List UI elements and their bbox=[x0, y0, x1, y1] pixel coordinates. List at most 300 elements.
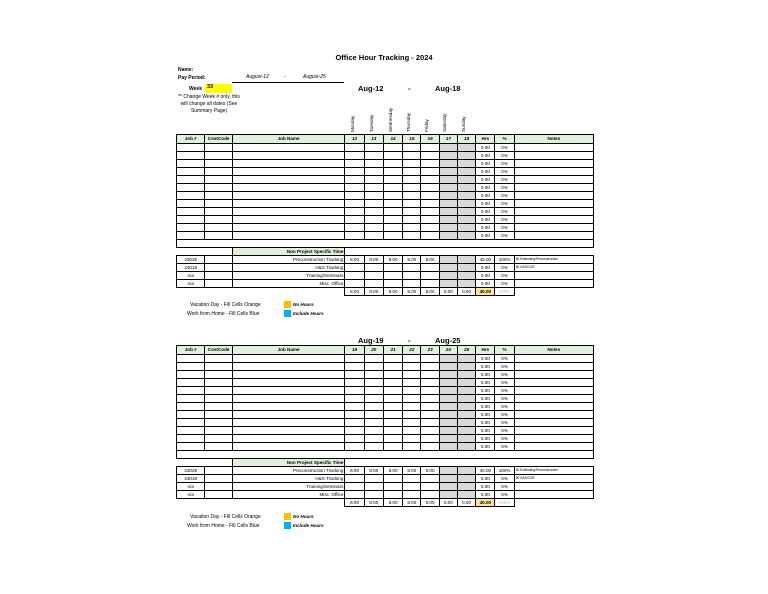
day-hours-cell[interactable] bbox=[383, 354, 402, 362]
notes-cell[interactable] bbox=[514, 394, 593, 402]
costcode-cell[interactable] bbox=[205, 370, 232, 378]
job-cell[interactable] bbox=[177, 427, 205, 435]
nps-note[interactable] bbox=[514, 280, 593, 288]
job-cell[interactable] bbox=[177, 191, 205, 199]
jobname-cell[interactable] bbox=[232, 159, 345, 167]
costcode-cell[interactable] bbox=[205, 159, 232, 167]
day-hours-cell[interactable] bbox=[364, 216, 383, 224]
job-cell[interactable] bbox=[177, 183, 205, 191]
day-hours-cell[interactable] bbox=[383, 378, 402, 386]
day-hours-cell[interactable] bbox=[421, 394, 439, 402]
day-hours-cell[interactable] bbox=[345, 216, 364, 224]
day-hours-cell[interactable] bbox=[383, 443, 402, 451]
day-hours-cell[interactable] bbox=[383, 410, 402, 418]
day-hours-cell[interactable] bbox=[439, 418, 457, 426]
day-hours-cell[interactable] bbox=[383, 386, 402, 394]
nps-day-hours[interactable] bbox=[345, 483, 364, 491]
job-cell[interactable] bbox=[177, 167, 205, 175]
nps-day-hours[interactable]: 8.00 bbox=[345, 467, 364, 475]
job-cell[interactable] bbox=[177, 402, 205, 410]
job-cell[interactable] bbox=[177, 159, 205, 167]
nps-costcode[interactable] bbox=[205, 467, 232, 475]
day-hours-cell[interactable] bbox=[421, 402, 439, 410]
job-cell[interactable] bbox=[177, 207, 205, 215]
costcode-cell[interactable] bbox=[205, 435, 232, 443]
day-hours-cell[interactable] bbox=[439, 354, 457, 362]
job-cell[interactable] bbox=[177, 378, 205, 386]
day-hours-cell[interactable] bbox=[403, 232, 421, 240]
day-hours-cell[interactable] bbox=[364, 435, 383, 443]
day-hours-cell[interactable] bbox=[345, 378, 364, 386]
notes-cell[interactable] bbox=[514, 362, 593, 370]
day-hours-cell[interactable] bbox=[421, 386, 439, 394]
costcode-cell[interactable] bbox=[205, 232, 232, 240]
day-hours-cell[interactable] bbox=[403, 370, 421, 378]
day-hours-cell[interactable] bbox=[345, 207, 364, 215]
costcode-cell[interactable] bbox=[205, 207, 232, 215]
day-hours-cell[interactable] bbox=[421, 378, 439, 386]
day-hours-cell[interactable] bbox=[457, 159, 475, 167]
day-hours-cell[interactable] bbox=[383, 183, 402, 191]
day-hours-cell[interactable] bbox=[383, 418, 402, 426]
day-hours-cell[interactable] bbox=[439, 378, 457, 386]
nps-note[interactable]: 80 H&S/COR bbox=[514, 475, 593, 483]
nps-day-hours[interactable] bbox=[345, 475, 364, 483]
nps-day-hours[interactable] bbox=[439, 475, 457, 483]
day-hours-cell[interactable] bbox=[364, 362, 383, 370]
day-hours-cell[interactable] bbox=[403, 418, 421, 426]
nps-day-hours[interactable] bbox=[364, 491, 383, 499]
day-hours-cell[interactable] bbox=[403, 362, 421, 370]
nps-day-hours[interactable] bbox=[364, 264, 383, 272]
nps-day-hours[interactable] bbox=[457, 467, 475, 475]
job-cell[interactable] bbox=[177, 443, 205, 451]
day-hours-cell[interactable] bbox=[457, 362, 475, 370]
jobname-cell[interactable] bbox=[232, 427, 345, 435]
day-hours-cell[interactable] bbox=[383, 175, 402, 183]
day-hours-cell[interactable] bbox=[403, 159, 421, 167]
day-hours-cell[interactable] bbox=[421, 167, 439, 175]
day-hours-cell[interactable] bbox=[403, 207, 421, 215]
day-hours-cell[interactable] bbox=[383, 224, 402, 232]
nps-day-hours[interactable] bbox=[403, 264, 421, 272]
notes-cell[interactable] bbox=[514, 175, 593, 183]
costcode-cell[interactable] bbox=[205, 362, 232, 370]
notes-cell[interactable] bbox=[514, 191, 593, 199]
jobname-cell[interactable] bbox=[232, 362, 345, 370]
day-hours-cell[interactable] bbox=[421, 183, 439, 191]
day-hours-cell[interactable] bbox=[439, 175, 457, 183]
costcode-cell[interactable] bbox=[205, 402, 232, 410]
jobname-cell[interactable] bbox=[232, 386, 345, 394]
notes-cell[interactable] bbox=[514, 199, 593, 207]
day-hours-cell[interactable] bbox=[403, 216, 421, 224]
day-hours-cell[interactable] bbox=[345, 435, 364, 443]
day-hours-cell[interactable] bbox=[345, 386, 364, 394]
day-hours-cell[interactable] bbox=[364, 175, 383, 183]
notes-cell[interactable] bbox=[514, 418, 593, 426]
jobname-cell[interactable] bbox=[232, 199, 345, 207]
day-hours-cell[interactable] bbox=[421, 410, 439, 418]
job-cell[interactable] bbox=[177, 394, 205, 402]
day-hours-cell[interactable] bbox=[403, 167, 421, 175]
day-hours-cell[interactable] bbox=[457, 370, 475, 378]
day-hours-cell[interactable] bbox=[439, 216, 457, 224]
notes-cell[interactable] bbox=[514, 354, 593, 362]
nps-day-hours[interactable] bbox=[345, 272, 364, 280]
job-cell[interactable] bbox=[177, 199, 205, 207]
nps-day-hours[interactable] bbox=[457, 475, 475, 483]
day-hours-cell[interactable] bbox=[345, 410, 364, 418]
costcode-cell[interactable] bbox=[205, 386, 232, 394]
week-number-input[interactable]: 33 bbox=[205, 84, 232, 93]
nps-costcode[interactable] bbox=[205, 491, 232, 499]
day-hours-cell[interactable] bbox=[364, 402, 383, 410]
nps-costcode[interactable] bbox=[205, 483, 232, 491]
nps-day-hours[interactable] bbox=[421, 475, 439, 483]
nps-day-hours[interactable] bbox=[403, 272, 421, 280]
day-hours-cell[interactable] bbox=[364, 199, 383, 207]
costcode-cell[interactable] bbox=[205, 183, 232, 191]
day-hours-cell[interactable] bbox=[439, 443, 457, 451]
day-hours-cell[interactable] bbox=[364, 378, 383, 386]
day-hours-cell[interactable] bbox=[403, 378, 421, 386]
nps-day-hours[interactable] bbox=[421, 483, 439, 491]
nps-day-hours[interactable] bbox=[345, 280, 364, 288]
nps-day-hours[interactable] bbox=[457, 256, 475, 264]
day-hours-cell[interactable] bbox=[457, 151, 475, 159]
day-hours-cell[interactable] bbox=[364, 418, 383, 426]
day-hours-cell[interactable] bbox=[403, 427, 421, 435]
nps-costcode[interactable] bbox=[205, 264, 232, 272]
day-hours-cell[interactable] bbox=[345, 159, 364, 167]
day-hours-cell[interactable] bbox=[383, 394, 402, 402]
nps-note[interactable] bbox=[514, 272, 593, 280]
day-hours-cell[interactable] bbox=[383, 216, 402, 224]
jobname-cell[interactable] bbox=[232, 435, 345, 443]
day-hours-cell[interactable] bbox=[364, 394, 383, 402]
costcode-cell[interactable] bbox=[205, 443, 232, 451]
day-hours-cell[interactable] bbox=[383, 427, 402, 435]
jobname-cell[interactable] bbox=[232, 216, 345, 224]
nps-note[interactable]: 80 Estimating/Preconstruction bbox=[514, 467, 593, 475]
day-hours-cell[interactable] bbox=[383, 435, 402, 443]
nps-day-hours[interactable] bbox=[439, 264, 457, 272]
nps-day-hours[interactable] bbox=[383, 475, 402, 483]
day-hours-cell[interactable] bbox=[403, 443, 421, 451]
day-hours-cell[interactable] bbox=[364, 410, 383, 418]
day-hours-cell[interactable] bbox=[457, 402, 475, 410]
day-hours-cell[interactable] bbox=[383, 167, 402, 175]
costcode-cell[interactable] bbox=[205, 191, 232, 199]
day-hours-cell[interactable] bbox=[364, 232, 383, 240]
notes-cell[interactable] bbox=[514, 443, 593, 451]
notes-cell[interactable] bbox=[514, 378, 593, 386]
jobname-cell[interactable] bbox=[232, 207, 345, 215]
day-hours-cell[interactable] bbox=[403, 183, 421, 191]
day-hours-cell[interactable] bbox=[364, 151, 383, 159]
jobname-cell[interactable] bbox=[232, 418, 345, 426]
day-hours-cell[interactable] bbox=[364, 159, 383, 167]
day-hours-cell[interactable] bbox=[403, 435, 421, 443]
nps-day-hours[interactable] bbox=[421, 272, 439, 280]
day-hours-cell[interactable] bbox=[421, 427, 439, 435]
day-hours-cell[interactable] bbox=[421, 224, 439, 232]
nps-day-hours[interactable] bbox=[457, 264, 475, 272]
jobname-cell[interactable] bbox=[232, 394, 345, 402]
day-hours-cell[interactable] bbox=[345, 232, 364, 240]
day-hours-cell[interactable] bbox=[383, 199, 402, 207]
jobname-cell[interactable] bbox=[232, 370, 345, 378]
day-hours-cell[interactable] bbox=[345, 354, 364, 362]
nps-day-hours[interactable] bbox=[439, 467, 457, 475]
day-hours-cell[interactable] bbox=[457, 435, 475, 443]
day-hours-cell[interactable] bbox=[345, 143, 364, 151]
nps-day-hours[interactable] bbox=[383, 280, 402, 288]
day-hours-cell[interactable] bbox=[364, 386, 383, 394]
jobname-cell[interactable] bbox=[232, 191, 345, 199]
job-cell[interactable] bbox=[177, 143, 205, 151]
nps-day-hours[interactable]: 8.00 bbox=[403, 467, 421, 475]
nps-costcode[interactable] bbox=[205, 256, 232, 264]
day-hours-cell[interactable] bbox=[439, 159, 457, 167]
nps-day-hours[interactable] bbox=[457, 280, 475, 288]
day-hours-cell[interactable] bbox=[439, 427, 457, 435]
notes-cell[interactable] bbox=[514, 232, 593, 240]
day-hours-cell[interactable] bbox=[345, 175, 364, 183]
day-hours-cell[interactable] bbox=[383, 207, 402, 215]
notes-cell[interactable] bbox=[514, 410, 593, 418]
notes-cell[interactable] bbox=[514, 216, 593, 224]
day-hours-cell[interactable] bbox=[421, 370, 439, 378]
nps-day-hours[interactable]: 8.00 bbox=[383, 467, 402, 475]
nps-day-hours[interactable] bbox=[345, 264, 364, 272]
notes-cell[interactable] bbox=[514, 427, 593, 435]
nps-day-hours[interactable] bbox=[364, 280, 383, 288]
costcode-cell[interactable] bbox=[205, 216, 232, 224]
day-hours-cell[interactable] bbox=[439, 191, 457, 199]
day-hours-cell[interactable] bbox=[457, 175, 475, 183]
pay-period-start[interactable]: August-12 bbox=[246, 74, 269, 80]
day-hours-cell[interactable] bbox=[421, 435, 439, 443]
jobname-cell[interactable] bbox=[232, 183, 345, 191]
job-cell[interactable] bbox=[177, 435, 205, 443]
day-hours-cell[interactable] bbox=[364, 443, 383, 451]
day-hours-cell[interactable] bbox=[457, 183, 475, 191]
day-hours-cell[interactable] bbox=[421, 418, 439, 426]
nps-day-hours[interactable] bbox=[403, 475, 421, 483]
jobname-cell[interactable] bbox=[232, 443, 345, 451]
day-hours-cell[interactable] bbox=[457, 232, 475, 240]
nps-day-hours[interactable] bbox=[364, 483, 383, 491]
day-hours-cell[interactable] bbox=[439, 167, 457, 175]
costcode-cell[interactable] bbox=[205, 354, 232, 362]
jobname-cell[interactable] bbox=[232, 143, 345, 151]
nps-day-hours[interactable] bbox=[364, 475, 383, 483]
day-hours-cell[interactable] bbox=[403, 199, 421, 207]
day-hours-cell[interactable] bbox=[439, 232, 457, 240]
jobname-cell[interactable] bbox=[232, 402, 345, 410]
notes-cell[interactable] bbox=[514, 159, 593, 167]
jobname-cell[interactable] bbox=[232, 354, 345, 362]
day-hours-cell[interactable] bbox=[457, 199, 475, 207]
job-cell[interactable] bbox=[177, 418, 205, 426]
job-cell[interactable] bbox=[177, 410, 205, 418]
notes-cell[interactable] bbox=[514, 143, 593, 151]
nps-day-hours[interactable] bbox=[457, 272, 475, 280]
costcode-cell[interactable] bbox=[205, 410, 232, 418]
day-hours-cell[interactable] bbox=[421, 362, 439, 370]
jobname-cell[interactable] bbox=[232, 224, 345, 232]
nps-note[interactable]: 80 H&S/COR bbox=[514, 264, 593, 272]
day-hours-cell[interactable] bbox=[439, 402, 457, 410]
nps-costcode[interactable] bbox=[205, 280, 232, 288]
day-hours-cell[interactable] bbox=[345, 402, 364, 410]
job-cell[interactable] bbox=[177, 175, 205, 183]
notes-cell[interactable] bbox=[514, 183, 593, 191]
jobname-cell[interactable] bbox=[232, 378, 345, 386]
day-hours-cell[interactable] bbox=[421, 443, 439, 451]
day-hours-cell[interactable] bbox=[383, 159, 402, 167]
job-cell[interactable] bbox=[177, 354, 205, 362]
day-hours-cell[interactable] bbox=[457, 410, 475, 418]
day-hours-cell[interactable] bbox=[345, 199, 364, 207]
day-hours-cell[interactable] bbox=[439, 362, 457, 370]
notes-cell[interactable] bbox=[514, 167, 593, 175]
day-hours-cell[interactable] bbox=[457, 443, 475, 451]
costcode-cell[interactable] bbox=[205, 418, 232, 426]
notes-cell[interactable] bbox=[514, 386, 593, 394]
day-hours-cell[interactable] bbox=[403, 143, 421, 151]
day-hours-cell[interactable] bbox=[421, 159, 439, 167]
day-hours-cell[interactable] bbox=[457, 191, 475, 199]
day-hours-cell[interactable] bbox=[439, 394, 457, 402]
day-hours-cell[interactable] bbox=[457, 216, 475, 224]
day-hours-cell[interactable] bbox=[383, 370, 402, 378]
jobname-cell[interactable] bbox=[232, 410, 345, 418]
day-hours-cell[interactable] bbox=[403, 151, 421, 159]
day-hours-cell[interactable] bbox=[421, 216, 439, 224]
nps-note[interactable]: 80 Estimating/Preconstruction bbox=[514, 256, 593, 264]
day-hours-cell[interactable] bbox=[345, 151, 364, 159]
nps-day-hours[interactable]: 8.00 bbox=[403, 256, 421, 264]
nps-day-hours[interactable] bbox=[439, 256, 457, 264]
day-hours-cell[interactable] bbox=[383, 362, 402, 370]
day-hours-cell[interactable] bbox=[439, 143, 457, 151]
costcode-cell[interactable] bbox=[205, 394, 232, 402]
day-hours-cell[interactable] bbox=[457, 143, 475, 151]
nps-day-hours[interactable] bbox=[403, 280, 421, 288]
nps-day-hours[interactable] bbox=[383, 272, 402, 280]
day-hours-cell[interactable] bbox=[383, 232, 402, 240]
notes-cell[interactable] bbox=[514, 151, 593, 159]
nps-costcode[interactable] bbox=[205, 475, 232, 483]
nps-day-hours[interactable] bbox=[439, 491, 457, 499]
nps-day-hours[interactable] bbox=[421, 491, 439, 499]
day-hours-cell[interactable] bbox=[345, 224, 364, 232]
day-hours-cell[interactable] bbox=[457, 224, 475, 232]
jobname-cell[interactable] bbox=[232, 151, 345, 159]
job-cell[interactable] bbox=[177, 386, 205, 394]
notes-cell[interactable] bbox=[514, 207, 593, 215]
job-cell[interactable] bbox=[177, 362, 205, 370]
day-hours-cell[interactable] bbox=[439, 386, 457, 394]
day-hours-cell[interactable] bbox=[439, 224, 457, 232]
costcode-cell[interactable] bbox=[205, 175, 232, 183]
day-hours-cell[interactable] bbox=[345, 443, 364, 451]
nps-day-hours[interactable] bbox=[383, 491, 402, 499]
job-cell[interactable] bbox=[177, 370, 205, 378]
day-hours-cell[interactable] bbox=[383, 402, 402, 410]
day-hours-cell[interactable] bbox=[345, 183, 364, 191]
nps-day-hours[interactable] bbox=[439, 483, 457, 491]
notes-cell[interactable] bbox=[514, 435, 593, 443]
costcode-cell[interactable] bbox=[205, 143, 232, 151]
jobname-cell[interactable] bbox=[232, 175, 345, 183]
nps-day-hours[interactable]: 8.00 bbox=[421, 256, 439, 264]
day-hours-cell[interactable] bbox=[421, 232, 439, 240]
nps-day-hours[interactable] bbox=[439, 272, 457, 280]
day-hours-cell[interactable] bbox=[439, 207, 457, 215]
day-hours-cell[interactable] bbox=[345, 191, 364, 199]
nps-day-hours[interactable] bbox=[345, 491, 364, 499]
day-hours-cell[interactable] bbox=[364, 167, 383, 175]
day-hours-cell[interactable] bbox=[364, 370, 383, 378]
nps-day-hours[interactable] bbox=[421, 264, 439, 272]
day-hours-cell[interactable] bbox=[439, 199, 457, 207]
day-hours-cell[interactable] bbox=[364, 354, 383, 362]
nps-note[interactable] bbox=[514, 491, 593, 499]
day-hours-cell[interactable] bbox=[364, 224, 383, 232]
jobname-cell[interactable] bbox=[232, 167, 345, 175]
day-hours-cell[interactable] bbox=[457, 394, 475, 402]
day-hours-cell[interactable] bbox=[439, 183, 457, 191]
day-hours-cell[interactable] bbox=[383, 191, 402, 199]
day-hours-cell[interactable] bbox=[403, 224, 421, 232]
nps-day-hours[interactable]: 8.00 bbox=[345, 256, 364, 264]
notes-cell[interactable] bbox=[514, 224, 593, 232]
day-hours-cell[interactable] bbox=[345, 418, 364, 426]
day-hours-cell[interactable] bbox=[457, 386, 475, 394]
nps-day-hours[interactable] bbox=[457, 483, 475, 491]
day-hours-cell[interactable] bbox=[345, 362, 364, 370]
day-hours-cell[interactable] bbox=[457, 378, 475, 386]
nps-day-hours[interactable] bbox=[403, 491, 421, 499]
day-hours-cell[interactable] bbox=[364, 143, 383, 151]
jobname-cell[interactable] bbox=[232, 232, 345, 240]
costcode-cell[interactable] bbox=[205, 151, 232, 159]
nps-day-hours[interactable] bbox=[403, 483, 421, 491]
job-cell[interactable] bbox=[177, 216, 205, 224]
day-hours-cell[interactable] bbox=[364, 191, 383, 199]
day-hours-cell[interactable] bbox=[439, 435, 457, 443]
job-cell[interactable] bbox=[177, 232, 205, 240]
nps-day-hours[interactable] bbox=[457, 491, 475, 499]
nps-note[interactable] bbox=[514, 483, 593, 491]
day-hours-cell[interactable] bbox=[403, 402, 421, 410]
notes-cell[interactable] bbox=[514, 370, 593, 378]
costcode-cell[interactable] bbox=[205, 224, 232, 232]
day-hours-cell[interactable] bbox=[457, 427, 475, 435]
nps-day-hours[interactable] bbox=[364, 272, 383, 280]
day-hours-cell[interactable] bbox=[421, 175, 439, 183]
day-hours-cell[interactable] bbox=[439, 370, 457, 378]
day-hours-cell[interactable] bbox=[345, 370, 364, 378]
day-hours-cell[interactable] bbox=[364, 427, 383, 435]
day-hours-cell[interactable] bbox=[403, 410, 421, 418]
day-hours-cell[interactable] bbox=[457, 418, 475, 426]
day-hours-cell[interactable] bbox=[421, 143, 439, 151]
